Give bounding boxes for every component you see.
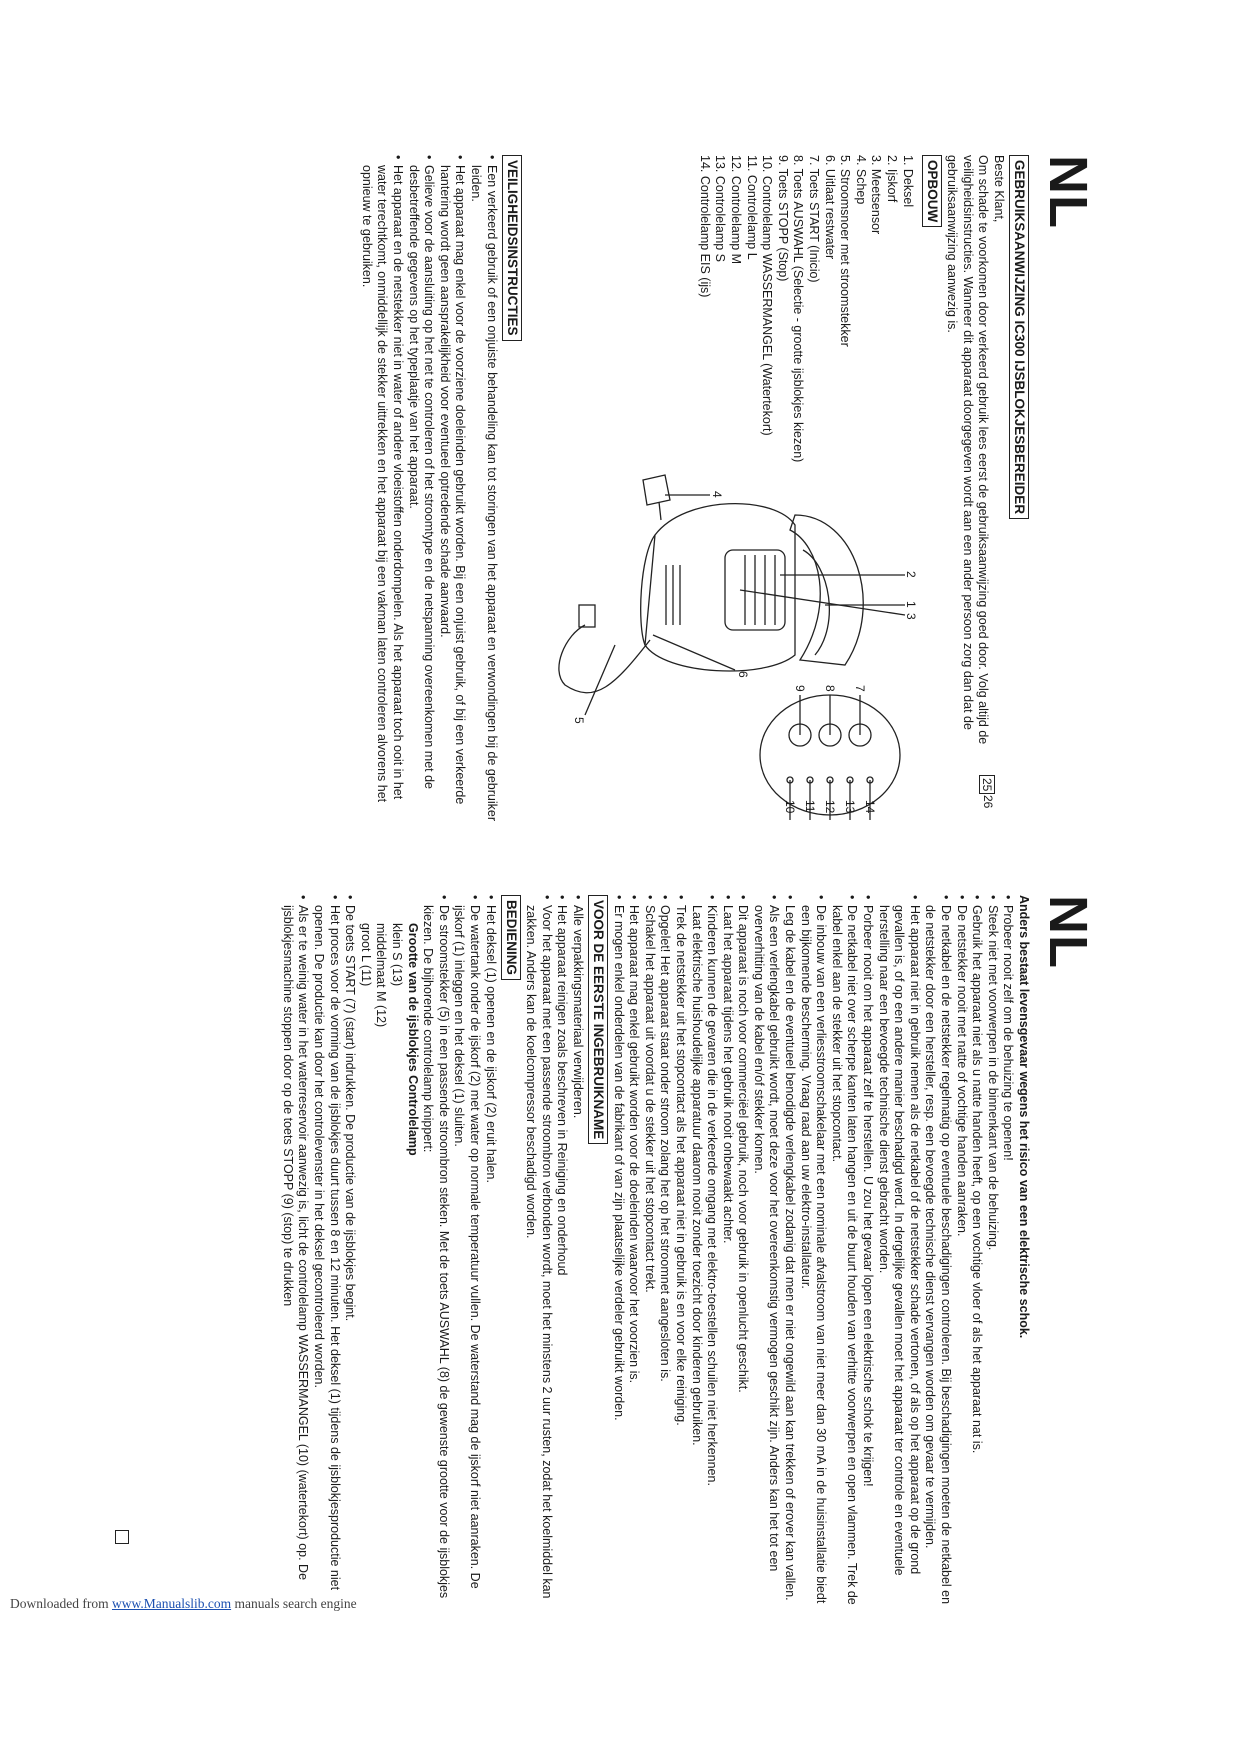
part-item: 12. Controlelamp M <box>729 155 744 265</box>
safety-item: • Het apparaat mag enkel voor de voorziene doeleinden gebruikt worden. Bij een onjuist gebruik, of bij een verkeerde hantering wordt geen aansprakelijkheid voor eventueel optredende schade aanvaard. <box>436 155 467 825</box>
part-item: 14. Controlelamp EIS (ijs) <box>697 155 712 298</box>
intro-paragraph: Om schade te voorkomen door verkeerd gebruik lees eerst de gebruiksaanwijzing goed door. Volg altijd de veiligheidsinstructies. Wanneer dit apparaat doorgegeven wordt aan een ander persoon zorg dan dat de gebruiksaanwijzing aanwezig is. <box>945 155 991 745</box>
figure-label: 8 <box>822 685 837 692</box>
download-footer <box>10 1596 357 1612</box>
part-item: 1. Deksel <box>900 155 915 208</box>
footer-prefix: Downloaded from <box>10 1596 112 1611</box>
greeting: Beste Klant, <box>992 155 1006 223</box>
safety-item: • Een verkeerd gebruik of een onjuiste behandeling kan tot storingen van het apparaat en verwondingen bij de gebruiker leiden. <box>467 155 498 825</box>
manual-title: GEBRUIKSAANWIJZING IC300 IJSBLOKJESBEREIDER <box>1009 155 1029 519</box>
figure-label: 12 <box>822 800 837 814</box>
safety-item: • Als een verlengkabel gebruikt wordt, moet deze voor het overeenkomstig vermogen geschikt zijn. Anders kan het tot een oververhitting van de kabel en/of stekker komen. <box>750 895 781 1605</box>
page-marker-box <box>115 1530 129 1544</box>
part-item: 9. Toets STOPP (Stop) <box>775 155 790 282</box>
language-heading: NL <box>1038 895 1098 969</box>
part-item: 11. Controlelamp L <box>744 155 759 260</box>
safety-item: • De inbouw van een verliesstroomschakelaar met een nominale afvalstroom van niet meer dan 30 mA in de huisinstallatie biedt een bijkomende bescherming. Vraag raad aan uw elektro-installateur. <box>797 895 828 1605</box>
size-table-row: middelmaat M (12) <box>374 923 389 1028</box>
part-item: 13. Controlelamp S <box>713 155 728 263</box>
operation-item: • Het deksel (1) openen en de ijskorf (2) eruit halen. <box>482 895 498 1605</box>
power-cord <box>559 625 650 693</box>
scoop <box>643 475 670 505</box>
first-use-item: • Het apparaat reinigen zoals beschreven in Reiniging en onderhoud <box>554 895 570 1605</box>
language-heading: NL <box>1038 155 1098 229</box>
first-use-heading: VOOR DE EERSTE INGEBRUIKNAME <box>588 895 608 1144</box>
first-use-item: • Alle verpakkingsmateriaal verwijderen. <box>569 895 585 1605</box>
operation-item: • De watertank onder de ijskorf (2) met water op normale temperatuur vullen. De waterstand mag de ijskorf niet aanraken. De ijskorf (1) inleggen en het deksel (1) sluiten. <box>451 895 482 1605</box>
safety-item: • Leg de kabel en de eventueel benodigde verlengkabel zodanig dat men er niet ongewild aan kan trekken of erover kan vallen. <box>782 895 798 1605</box>
figure-label: 7 <box>852 685 867 692</box>
figure-label: 13 <box>842 800 857 814</box>
part-item: 7. Toets START (Inicio) <box>807 155 822 283</box>
part-item: 5. Stroomsnoer met stroomstekker <box>838 155 853 347</box>
figure-label: 5 <box>571 717 586 724</box>
operation-item: • Als er te weinig water in het waterreservoir aanwezig is, licht de controlelamp WASSERMANGEL (10) (watertekort) op. De ijsblokjesmachine stoppen door op de toets STOPP (9) (stop) te drukken <box>279 895 310 1605</box>
figure-label: 11 <box>802 800 817 813</box>
safety-item: • Opgelet! Het apparaat staat onder stroom zolang het op het stroomnet aangesloten is. <box>657 895 673 1605</box>
construction-figure <box>530 155 918 825</box>
figure-label: 14 <box>862 800 877 814</box>
safety-item: • Er mogen enkel onderdelen van de fabrikant of van zijn plaatselijke verdeler gebruikt worden. <box>610 895 626 1605</box>
safety-item: • De netkabel en de netstekker regelmatig op eventuele beschadigingen controleren. Bij beschadigingen moeten de netkabel en de netstekker door een hersteller, resp. een bevoegde technische dienst vervangen worden om gevaar te vermijden. <box>922 895 953 1605</box>
safety-item: • Het apparaat en de netstekker niet in water of andere vloeistoffen onderdompelen. Als het apparaat toch ooit in het water terechtkomt, onmiddellijk de stekker uittrekken en het apparaat bij een vakman laten controleren alvorens het opnieuw te gebruiken. <box>358 155 405 825</box>
part-item: 2. Ijskorf <box>885 155 900 203</box>
first-use-item: • Voor het apparaat met een passende stroombron verbonden wordt, moet het minstens 2 uur rusten, zodat het koelmiddel kan zakken. Anders kan de koelcompressor beschadigd worden. <box>523 895 554 1605</box>
ice-maker-illustration <box>535 455 918 825</box>
safety-item: • Trek de netstekker uit het stopcontact als het apparaat niet in gebruik is en voor elke reiniging. <box>672 895 688 1605</box>
first-use-list <box>523 895 585 1605</box>
part-item: 6. Uitlaat restwater <box>822 155 837 260</box>
figure-label: 9 <box>792 685 807 692</box>
safety-item: • Dit apparaat is noch voor commerciëel gebruik, noch voor gebruik in openlucht geschikt. <box>735 895 751 1605</box>
safety-item: • Porbeer nooit om het apparaat zelf te herstellen. U zou het gevaar lopen een elektrische schok te krijgen! <box>859 895 875 1605</box>
figure-label: 2 <box>903 571 918 578</box>
safety-item: • Het apparaat niet in gebruik nemen als de netkabel of de netstekker schade vertonen, of als op het apparaat op de grond gevallen is, of op een andere manier beschadigd werd. In dergelijke gevallen moet het apparaat ter controle en eventuele herstelling naar een bevoegde technische dienst gebracht worden. <box>875 895 922 1605</box>
part-item: 4. Schep <box>853 155 868 205</box>
left-page <box>125 155 1098 825</box>
part-item: 8. Toets AUSWAHL (Selectie - grootte ijsblokjes kiezen) <box>791 155 806 463</box>
power-plug <box>579 605 595 627</box>
figure-label: 1 <box>903 601 918 608</box>
safety-item: • Kinderen kunnen de gevaren die in de verkeerde omgang met elektro-toestellen schuilen niet herkennen. <box>704 895 720 1605</box>
part-item: 3. Meetsensor <box>869 155 884 235</box>
safety-item: • Schakel het apparaat uit voordat u de stekker uit het stopcontact trekt. <box>641 895 657 1605</box>
manualslib-link[interactable]: www.Manualslib.com <box>111 1596 232 1611</box>
figure-label: 10 <box>782 800 797 814</box>
safety-list <box>358 155 498 825</box>
part-item: 10. Controlelamp WASSERMANGEL (Watertekort) <box>760 155 775 436</box>
operation-item: • Het proces voor de vorming van de ijsblokjes duurt tussen 8 en 12 minuten. Het deksel (1) tijdens de ijsblokjesproductie niet openen. De productie kan door het controlevenster in het deksel gecontroleerd worden. <box>310 895 341 1605</box>
safety-item: • Laat het apparaat tijdens het gebruik nooit onbewaakt achter. <box>719 895 735 1605</box>
figure-label: 6 <box>735 671 750 678</box>
right-page <box>125 895 1098 1605</box>
safety-item: • De netstekker nooit met natte of vochtige handen aanraken. <box>953 895 969 1605</box>
safety-item: • Probeer nooit zelf om de behuizing te openen! <box>1000 895 1016 1605</box>
operation-heading: BEDIENING <box>501 895 521 980</box>
safety-item: • Gelieve voor de aansluiting op het net te controleren of het stroomtype en de netspanning overeenkomen met de desbetreffende gegevens op het typeplaatje van het apparaat. <box>405 155 436 825</box>
footer-suffix: manuals search engine <box>231 1596 357 1611</box>
size-table-row: klein S (13) <box>390 923 405 987</box>
safety-item: • Steek niet met voorwerpen in de binnenkant van de behuizing. <box>984 895 1000 1605</box>
safety-heading: VEILIGHEIDSINSTRUCTIES <box>502 155 522 341</box>
operation-item: • De toets START (7) (start) indrukken. De productie van de ijsblokjes begint. <box>342 895 358 1605</box>
safety-item: • De netkabel niet over scherpe kanten laten hangen en uit de buurt houden van verhitte voorwerpen en open vlammen. Trek de kabel enkel aan de stekker uit het stopcontact. <box>828 895 859 1605</box>
safety-item-continued: Laat elektrische huishoudelijke apparatuur daarom nooit zonder toezicht door kinderen gebruiken. <box>689 905 704 1446</box>
size-table-heading: Grootte van de ijsblokjes Controlelamp <box>405 923 420 1156</box>
figure-label: 3 <box>903 613 918 620</box>
operation-list <box>279 895 497 1605</box>
parts-list <box>696 155 915 463</box>
page-number: 26 <box>981 795 995 809</box>
safety-item: • Gebruik het apparaat niet als u natte handen heeft, op een vochtige vloer of als het apparaat nat is. <box>969 895 985 1605</box>
size-table-row: groot L (11) <box>358 923 373 987</box>
safety-item: • Het apparaat mag enkel gebruikt worden voor de doeleinden waarvoor het voorzien is. <box>626 895 642 1605</box>
electric-shock-warning: Anders bestaat levensgevaar wegens het risico van een elektrische schok. <box>1017 895 1031 1339</box>
safety-list-continued <box>610 895 1015 1605</box>
operation-item: • De stroomstekker (5) in een passende stroombron steken. Met de toets AUSWAHL (8) de gewenste grootte voor de ijsblokjes kiezen. De bijhorende controlelamp knippert: <box>420 895 451 1605</box>
figure-label: 4 <box>709 491 724 498</box>
machine-body <box>645 504 795 671</box>
construction-heading: OPBOUW <box>922 155 942 227</box>
page-number: 25 <box>979 775 995 794</box>
machine-lid <box>790 515 863 665</box>
